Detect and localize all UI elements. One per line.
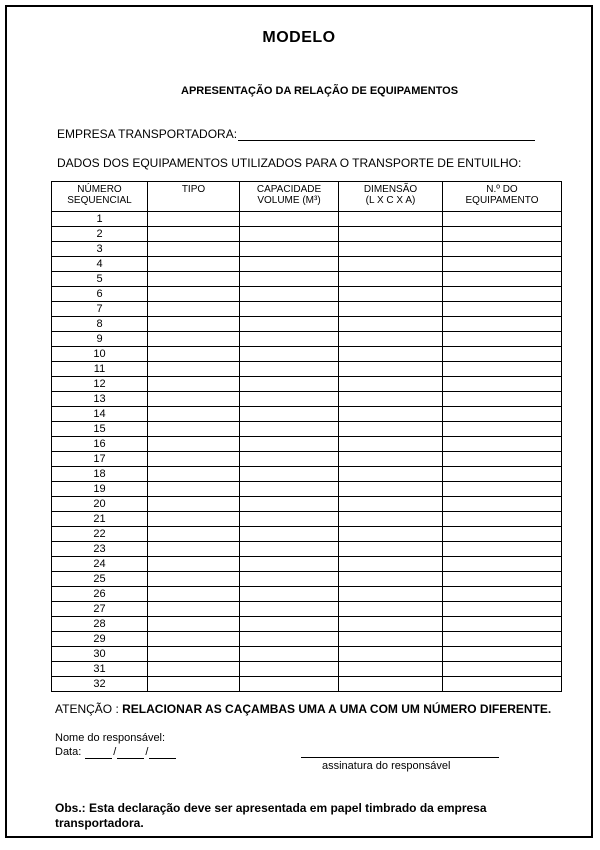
- cell-capacidade: [240, 497, 339, 512]
- equipment-table: [51, 181, 562, 692]
- cell-numero: 31: [52, 662, 148, 677]
- cell-numero: 20: [52, 497, 148, 512]
- cell-capacidade: [240, 287, 339, 302]
- cell-numero: 12: [52, 377, 148, 392]
- cell-tipo: [148, 362, 240, 377]
- header-tipo: TIPO: [148, 182, 240, 212]
- cell-equipamento: [443, 332, 562, 347]
- cell-tipo: [148, 512, 240, 527]
- date-month-blank: [117, 747, 144, 759]
- cell-tipo: [148, 602, 240, 617]
- date-label: Data:: [55, 746, 82, 758]
- cell-tipo: [148, 392, 240, 407]
- cell-numero: 1: [52, 212, 148, 227]
- cell-tipo: [148, 272, 240, 287]
- cell-tipo: [148, 467, 240, 482]
- cell-tipo: [148, 287, 240, 302]
- cell-dimensao: [339, 302, 443, 317]
- cell-numero: 16: [52, 437, 148, 452]
- cell-equipamento: [443, 452, 562, 467]
- cell-capacidade: [240, 512, 339, 527]
- table-header-row: [52, 182, 562, 212]
- company-blank-line: [238, 128, 535, 141]
- cell-tipo: [148, 302, 240, 317]
- cell-capacidade: [240, 452, 339, 467]
- table-row: [52, 257, 562, 272]
- cell-numero: 30: [52, 647, 148, 662]
- cell-dimensao: [339, 497, 443, 512]
- cell-tipo: [148, 677, 240, 692]
- cell-equipamento: [443, 617, 562, 632]
- table-row: [52, 587, 562, 602]
- cell-capacidade: [240, 572, 339, 587]
- cell-capacidade: [240, 377, 339, 392]
- cell-equipamento: [443, 557, 562, 572]
- cell-equipamento: [443, 527, 562, 542]
- company-label: EMPRESA TRANSPORTADORA:: [57, 127, 238, 141]
- cell-capacidade: [240, 632, 339, 647]
- cell-dimensao: [339, 647, 443, 662]
- cell-equipamento: [443, 497, 562, 512]
- cell-numero: 21: [52, 512, 148, 527]
- cell-dimensao: [339, 467, 443, 482]
- cell-dimensao: [339, 587, 443, 602]
- cell-equipamento: [443, 377, 562, 392]
- cell-equipamento: [443, 632, 562, 647]
- cell-dimensao: [339, 602, 443, 617]
- table-row: [52, 392, 562, 407]
- table-row: [52, 602, 562, 617]
- cell-dimensao: [339, 212, 443, 227]
- cell-numero: 9: [52, 332, 148, 347]
- attention-note: [55, 702, 551, 716]
- date-year-blank: [149, 747, 176, 759]
- table-row: [52, 287, 562, 302]
- cell-tipo: [148, 437, 240, 452]
- signature-label: assinatura do responsável: [322, 760, 451, 772]
- table-row: [52, 467, 562, 482]
- cell-dimensao: [339, 332, 443, 347]
- cell-equipamento: [443, 242, 562, 257]
- cell-tipo: [148, 377, 240, 392]
- equipment-data-label: DADOS DOS EQUIPAMENTOS UTILIZADOS PARA O TRANSPORTE DE ENTUILHO:: [57, 156, 522, 170]
- cell-capacidade: [240, 392, 339, 407]
- cell-tipo: [148, 542, 240, 557]
- table-row: [52, 482, 562, 497]
- cell-capacidade: [240, 467, 339, 482]
- cell-tipo: [148, 497, 240, 512]
- cell-capacidade: [240, 212, 339, 227]
- form-page: [5, 5, 593, 838]
- cell-numero: 23: [52, 542, 148, 557]
- cell-equipamento: [443, 212, 562, 227]
- table-row: [52, 302, 562, 317]
- date-field: [55, 745, 177, 759]
- responsible-section: [55, 731, 177, 759]
- table-row: [52, 317, 562, 332]
- table-row: [52, 497, 562, 512]
- cell-capacidade: [240, 527, 339, 542]
- cell-capacidade: [240, 482, 339, 497]
- date-separator: /: [113, 746, 117, 758]
- table-row: [52, 677, 562, 692]
- table-row: [52, 422, 562, 437]
- cell-capacidade: [240, 557, 339, 572]
- cell-capacidade: [240, 437, 339, 452]
- cell-equipamento: [443, 572, 562, 587]
- cell-capacidade: [240, 242, 339, 257]
- cell-equipamento: [443, 272, 562, 287]
- table-row: [52, 452, 562, 467]
- cell-capacidade: [240, 587, 339, 602]
- cell-capacidade: [240, 257, 339, 272]
- table-row: [52, 632, 562, 647]
- attention-text: RELACIONAR AS CAÇAMBAS UMA A UMA COM UM NÚMERO DIFERENTE.: [122, 702, 552, 716]
- cell-numero: 2: [52, 227, 148, 242]
- cell-capacidade: [240, 302, 339, 317]
- cell-numero: 22: [52, 527, 148, 542]
- table-row: [52, 212, 562, 227]
- cell-numero: 11: [52, 362, 148, 377]
- cell-tipo: [148, 452, 240, 467]
- table-row: [52, 557, 562, 572]
- cell-tipo: [148, 317, 240, 332]
- table-row: [52, 407, 562, 422]
- cell-numero: 10: [52, 347, 148, 362]
- cell-dimensao: [339, 317, 443, 332]
- cell-tipo: [148, 587, 240, 602]
- cell-dimensao: [339, 512, 443, 527]
- cell-capacidade: [240, 617, 339, 632]
- table-row: [52, 512, 562, 527]
- cell-dimensao: [339, 272, 443, 287]
- header-capacidade-volume: CAPACIDADE VOLUME (M³): [240, 182, 339, 212]
- cell-equipamento: [443, 602, 562, 617]
- cell-numero: 5: [52, 272, 148, 287]
- cell-equipamento: [443, 227, 562, 242]
- cell-dimensao: [339, 557, 443, 572]
- cell-numero: 13: [52, 392, 148, 407]
- cell-capacidade: [240, 647, 339, 662]
- cell-capacidade: [240, 662, 339, 677]
- cell-equipamento: [443, 317, 562, 332]
- cell-equipamento: [443, 407, 562, 422]
- cell-tipo: [148, 407, 240, 422]
- table-row: [52, 272, 562, 287]
- date-separator: /: [145, 746, 149, 758]
- cell-dimensao: [339, 572, 443, 587]
- cell-tipo: [148, 242, 240, 257]
- cell-dimensao: [339, 287, 443, 302]
- cell-numero: 19: [52, 482, 148, 497]
- table-row: [52, 362, 562, 377]
- cell-tipo: [148, 647, 240, 662]
- cell-numero: 15: [52, 422, 148, 437]
- cell-numero: 8: [52, 317, 148, 332]
- cell-tipo: [148, 557, 240, 572]
- cell-dimensao: [339, 542, 443, 557]
- cell-capacidade: [240, 272, 339, 287]
- cell-tipo: [148, 227, 240, 242]
- cell-tipo: [148, 662, 240, 677]
- cell-equipamento: [443, 302, 562, 317]
- cell-tipo: [148, 332, 240, 347]
- cell-equipamento: [443, 647, 562, 662]
- cell-dimensao: [339, 437, 443, 452]
- cell-equipamento: [443, 587, 562, 602]
- cell-numero: 32: [52, 677, 148, 692]
- table-row: [52, 572, 562, 587]
- signature-line: [301, 757, 499, 758]
- cell-dimensao: [339, 242, 443, 257]
- equipment-table-body: [52, 212, 562, 692]
- cell-dimensao: [339, 617, 443, 632]
- table-row: [52, 377, 562, 392]
- header-dimensao: DIMENSÃO (L X C X A): [339, 182, 443, 212]
- cell-equipamento: [443, 467, 562, 482]
- cell-equipamento: [443, 482, 562, 497]
- cell-numero: 18: [52, 467, 148, 482]
- responsible-name-label: Nome do responsável:: [55, 732, 166, 744]
- observation-note: Obs.: Esta declaração deve ser apresentada em papel timbrado da empresa transportadora.: [55, 801, 487, 830]
- cell-equipamento: [443, 287, 562, 302]
- table-row: [52, 437, 562, 452]
- cell-tipo: [148, 212, 240, 227]
- cell-numero: 28: [52, 617, 148, 632]
- cell-tipo: [148, 422, 240, 437]
- attention-prefix: ATENÇÃO :: [55, 702, 119, 716]
- date-day-blank: [85, 747, 112, 759]
- cell-tipo: [148, 257, 240, 272]
- cell-equipamento: [443, 437, 562, 452]
- cell-dimensao: [339, 392, 443, 407]
- cell-equipamento: [443, 677, 562, 692]
- cell-dimensao: [339, 677, 443, 692]
- table-row: [52, 227, 562, 242]
- cell-numero: 6: [52, 287, 148, 302]
- cell-tipo: [148, 617, 240, 632]
- cell-dimensao: [339, 227, 443, 242]
- table-row: [52, 542, 562, 557]
- cell-equipamento: [443, 512, 562, 527]
- cell-dimensao: [339, 482, 443, 497]
- cell-equipamento: [443, 422, 562, 437]
- header-numero-equipamento: N.º DO EQUIPAMENTO: [443, 182, 562, 212]
- table-row: [52, 347, 562, 362]
- table-row: [52, 662, 562, 677]
- cell-numero: 4: [52, 257, 148, 272]
- form-subtitle: APRESENTAÇÃO DA RELAÇÃO DE EQUIPAMENTOS: [181, 85, 459, 97]
- cell-equipamento: [443, 542, 562, 557]
- cell-dimensao: [339, 407, 443, 422]
- cell-dimensao: [339, 347, 443, 362]
- cell-capacidade: [240, 677, 339, 692]
- table-row: [52, 617, 562, 632]
- table-row: [52, 242, 562, 257]
- table-row: [52, 332, 562, 347]
- cell-numero: 24: [52, 557, 148, 572]
- cell-capacidade: [240, 332, 339, 347]
- cell-tipo: [148, 482, 240, 497]
- header-numero-sequencial: NÚMERO SEQUENCIAL: [52, 182, 148, 212]
- cell-dimensao: [339, 377, 443, 392]
- cell-equipamento: [443, 257, 562, 272]
- cell-tipo: [148, 347, 240, 362]
- cell-capacidade: [240, 362, 339, 377]
- cell-numero: 25: [52, 572, 148, 587]
- cell-numero: 7: [52, 302, 148, 317]
- cell-capacidade: [240, 602, 339, 617]
- company-field: [57, 127, 535, 141]
- cell-equipamento: [443, 662, 562, 677]
- cell-numero: 17: [52, 452, 148, 467]
- cell-numero: 26: [52, 587, 148, 602]
- cell-numero: 27: [52, 602, 148, 617]
- cell-capacidade: [240, 227, 339, 242]
- cell-dimensao: [339, 422, 443, 437]
- cell-dimensao: [339, 257, 443, 272]
- cell-capacidade: [240, 317, 339, 332]
- cell-tipo: [148, 572, 240, 587]
- cell-numero: 29: [52, 632, 148, 647]
- cell-equipamento: [443, 347, 562, 362]
- cell-equipamento: [443, 392, 562, 407]
- cell-numero: 14: [52, 407, 148, 422]
- cell-capacidade: [240, 407, 339, 422]
- cell-equipamento: [443, 362, 562, 377]
- cell-dimensao: [339, 662, 443, 677]
- cell-dimensao: [339, 632, 443, 647]
- cell-capacidade: [240, 347, 339, 362]
- cell-capacidade: [240, 422, 339, 437]
- cell-numero: 3: [52, 242, 148, 257]
- cell-capacidade: [240, 542, 339, 557]
- cell-dimensao: [339, 362, 443, 377]
- page-title: MODELO: [262, 29, 336, 46]
- cell-tipo: [148, 527, 240, 542]
- table-row: [52, 527, 562, 542]
- cell-dimensao: [339, 452, 443, 467]
- cell-tipo: [148, 632, 240, 647]
- cell-dimensao: [339, 527, 443, 542]
- table-row: [52, 647, 562, 662]
